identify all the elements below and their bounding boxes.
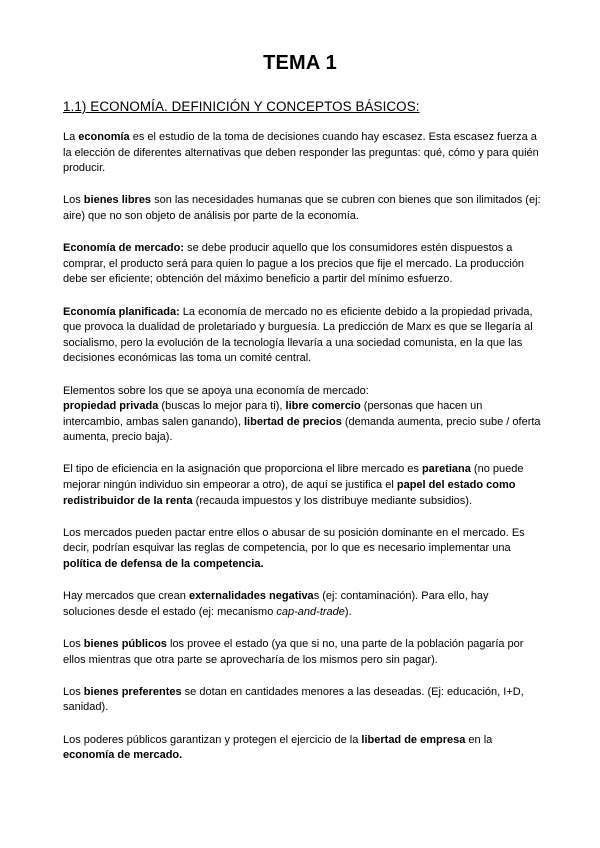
paragraph-bienes-publicos: Los bienes públicos los provee el estado (ya que si no, una parte de la población pagaría por ellos mientras que otra parte se aprovecharía de los mismos pero sin pagar). (63, 638, 524, 666)
paragraph-economia-mercado: Economía de mercado: se debe producir aquello que los consumidores estén dispuestos a comprar, el producto será para quien lo pague a los precios que fije el mercado. La producción debe ser eficiente; obtención del máximo beneficio a partir del mínimo esfuerzo. (63, 242, 525, 286)
paragraph-bienes-libres: Los bienes libres son las necesidades humanas que se cubren con bienes que son ilimitados (ej: aire) que no son objeto de análisis por parte de la economía. (63, 194, 541, 222)
document-body (63, 130, 543, 780)
paragraph-libertad-empresa: Los poderes públicos garantizan y protegen el ejercicio de la libertad de empresa en la economía de mercado. (63, 733, 493, 762)
paragraph-bienes-preferentes: Los bienes preferentes se dotan en cantidades menores a las deseadas. (Ej: educación, I+D, sanidad). (63, 685, 524, 714)
page-title: TEMA 1 (263, 52, 337, 74)
section-heading: 1.1) ECONOMÍA. DEFINICIÓN Y CONCEPTOS BÁSICOS: (63, 99, 420, 114)
paragraph-competencia: Los mercados pueden pactar entre ellos o abusar de su posición dominante en el mercado. Es decir, podrían esquivar las reglas de competencia, por lo que es necesario implementar una política de defensa de la competencia. (63, 526, 525, 571)
paragraph-eficiencia: El tipo de eficiencia en la asignación que proporciona el libre mercado es paretiana (no puede mejorar ningún individuo sin empeorar a otro), de aquí se justifica el papel del estado como redistribuidor de la renta (recauda impuestos y los distribuye mediante subsidios). (63, 463, 524, 507)
paragraph-elementos: Elementos sobre los que se apoya una economía de mercado: propiedad privada (buscas lo mejor para ti), libre comercio (personas que hacen un intercambio, ambas salen ganando), libertad de precios (demanda aumenta, precio sube / oferta aumenta, precio baja). (63, 384, 541, 444)
paragraph-economia-planificada: Economía planificada: La economía de mercado no es eficiente debido a la propiedad privada, que provoca la dualidad de proletariado y burguesía. La predicción de Marx es que se llegaría al socialismo, pero la evolución de la tecnología llevaría a una sociedad comunista, en la que las decisiones económicas las toma un comité central. (63, 305, 533, 365)
paragraph-economia: La economía es el estudio de la toma de decisiones cuando hay escasez. Esta escasez fuerza a la elección de diferentes alternativas que deben responder las preguntas: qué, cómo y para quién producir. (63, 131, 539, 175)
paragraph-externalidades: Hay mercados que crean externalidades negativas (ej: contaminación). Para ello, hay soluciones desde el estado (ej: mecanismo cap-and-trade). (63, 590, 489, 618)
